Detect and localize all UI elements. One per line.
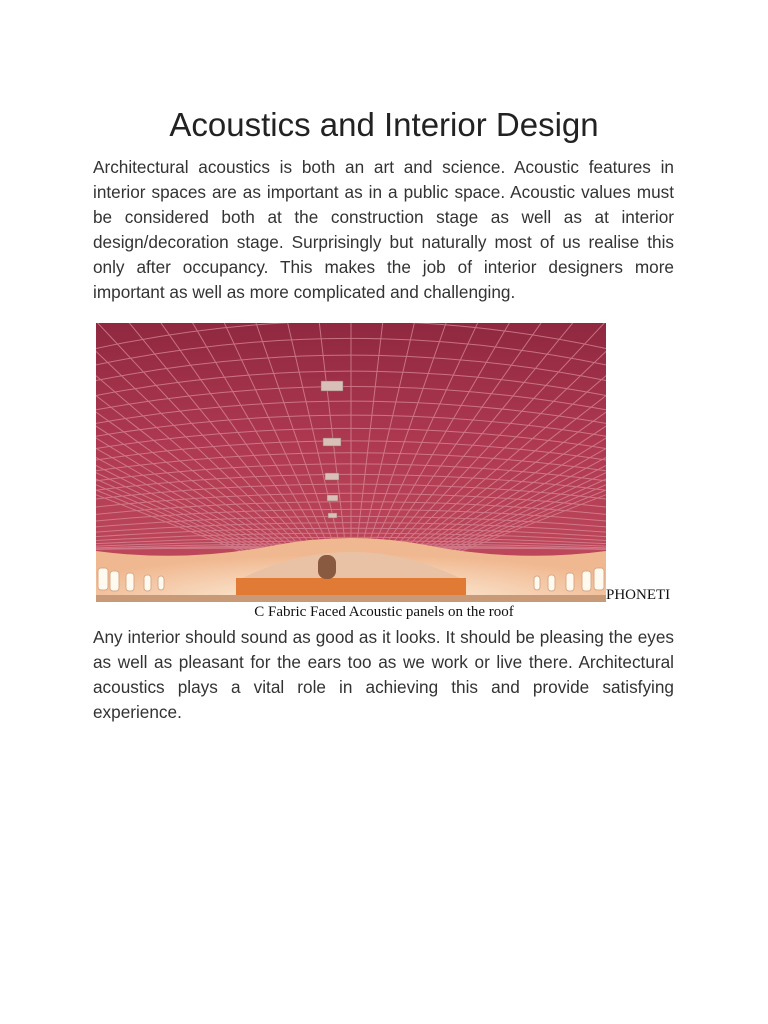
closing-paragraph: Any interior should sound as good as it looks. It should be pleasing the eyes as well as pleasant for the ears too as we work or live there. Architectural acoustics plays a vital role in achieving this and provide satisfying experience. (93, 627, 674, 722)
side-window (594, 568, 604, 590)
ceiling-light (321, 381, 343, 391)
ceiling-light (327, 495, 338, 501)
caption-part-1: PHONETI (606, 587, 671, 603)
floor-edge (96, 595, 606, 602)
side-window (566, 573, 574, 591)
intro-paragraph: Architectural acoustics is both an art and science. Acoustic features in interior spaces are as important as in a public space. Acoustic values must be considered both at the construction stage as well as at interior design/decoration stage. Surprisingly but naturally most of us realise this only after occupancy. This makes the job of interior designers more important as well as more complicated and challenging. (93, 157, 674, 302)
ceiling-light (328, 513, 337, 518)
caption-part-2: C Fabric Faced Acoustic panels on the roof (254, 604, 514, 620)
arch-door (318, 555, 336, 579)
side-window (534, 576, 540, 590)
side-window (548, 575, 555, 591)
side-window (158, 576, 164, 590)
side-window (126, 573, 134, 591)
side-window (582, 571, 591, 591)
side-window (144, 575, 151, 591)
ceiling-photo (96, 323, 606, 602)
side-window (110, 571, 119, 591)
side-window (98, 568, 108, 590)
page-title: Acoustics and Interior Design (169, 106, 599, 143)
ceiling-light (323, 438, 341, 446)
ceiling-light (325, 473, 339, 480)
